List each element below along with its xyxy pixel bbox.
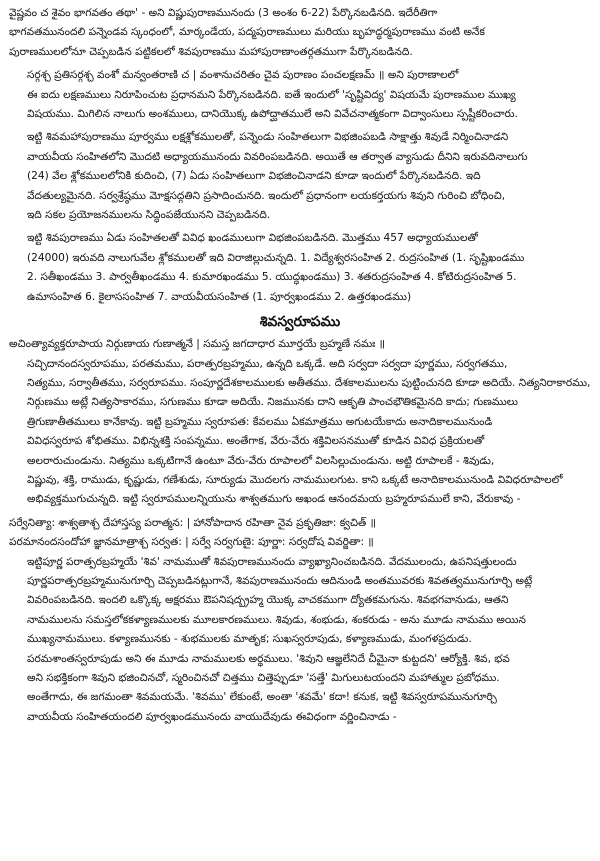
text-line: నామములను సమస్తలోకకళ్యాణములకు మూలకారణములు. శివుడు, శంభుడు, శంకరుడు - అను మూడు నామము అయిన: [27, 613, 526, 626]
text-line: అంతేగాదు, ఈ జగమంతా శివమయమే. 'శివము' లేకుంటే, అంతా 'శవమే' కదా! కనుక, ఇట్టి శివస్వరూపమునుగూర్చి: [27, 691, 497, 704]
text-line: ఇట్టిపూర్ణ పరాత్పరబ్రహ్మయే 'శివ' నామముతో శివపురాణమునందు వ్యాఖ్యానించబడినది. వేదములందు, ఉపనిషత్తులందు: [27, 555, 517, 568]
text-line: (24) వేల శ్లోకములలోనికి కుదించి, (7) ఏడు సంహితలుగా విభజించినాడని కూడా ఇందులో పేర్కొనబడినది. ఇది: [27, 170, 481, 183]
shiva-svarupa-paragraph: [9, 355, 591, 510]
samhita-list-paragraph: [9, 229, 591, 307]
text-line: అలరారుచుండును. నిత్యము ఒక్కటిగానే ఉంటూ వేరు-వేరు రూపాలలో విలసిల్లుచుండును. అట్టి రూపాలకే - శివుడు,: [27, 454, 495, 467]
text-line: వాయవీయ సంహితలోని మొదటి అధ్యాయమునందు వివరింపబడినది. అయితే ఆ తర్వాత వ్యాసుడు దీనిని ఇరువదినాలుగు: [27, 150, 528, 163]
text-line: ఇట్టి శివమహాపురాణము పూర్వము లక్షశ్లోకములతో, పన్నెండు సంహితలుగా విభజింపబడి సాక్షాత్తు శివుడే నిర్మించినాడని: [27, 131, 509, 144]
text-line: (24000) ఇరువది నాలుగువేల శ్లోకములతో ఇది విరాజిల్లుచున్నది. 1. విద్యేశ్వరసంహిత 2. రుద్రసంహిత (1. సృష్టిఖండము: [27, 251, 525, 264]
text-line: ముఖ్యనామములు. కళ్యాణమునకు - శుభములకు మాతృక; సుఖస్వరూపుడు, కళ్యాణముడు, మంగళప్రదుడు.: [27, 633, 472, 646]
text-line: విషయము. మిగిలిన నాలుగు అంశములు, దానియొక్క ఉపోద్ఘాతములే అని వివేచనాత్మకంగా విద్వాంసులు స్పష్టీకరించారు.: [27, 108, 518, 121]
text-line: విష్ణువు, శక్తి, రాముడు, కృష్ణుడు, గణేశుడు, సూర్యుడు మొదలగు నామములగుట. కాని ఒక్కటే అనాదికాలమునుండి వివిధరూపాలలో: [27, 473, 563, 486]
text-line: వివిధస్వరూప శోభితము. విభిన్నశక్తి సంపన్నము. అంతేగాక, వేరు-వేరు శక్తివిలసనముతో కూడిన వివిధ ప్రక్రియలతో: [27, 435, 485, 448]
text-line: వాయవీయ సంహితయందలి పూర్వఖండమునందు వాయుదేవుడు ఈవిధంగా వర్ణించినాడు -: [27, 710, 397, 723]
text-line: పూర్ణపరాత్పరబ్రహ్మమునుగూర్చి చెప్పబడినట్లుగానే, శివపురాణమునందు ఆదినుండి అంతమువరకు శివతత్వమునుగూర్చి అట్లే: [27, 574, 533, 587]
section-title: శివస్వరూపము: [259, 314, 341, 331]
text-line: ఇది సకల ప్రయోజనములను సిద్ధింపజేయునని చెప్పబడినది.: [27, 209, 271, 222]
text-line: వివరింపబడినది. ఇందలి ఒక్కొక్క అక్షరము ఔపనిషద్బ్రహ్మ యొక్క వాచకముగా ద్యోతకమగును. శివభగవానుడు, ఆతని: [27, 594, 509, 607]
pancha-lakshana-paragraph: [9, 66, 591, 124]
text-line: ఇట్టి శివపురాణము ఏడు సంహితలతో వివిధ ఖండములుగా విభజింపబడినది. మొత్తము 457 అధ్యాయములతో: [27, 232, 478, 245]
text-line: త్రిగుణాతీతములు కానేకావు. ఇట్టి బ్రహ్మము స్వరూపత: కేవలము ఏకమాత్రము అగుటయేకాదు అనాదికాలమునుండి: [27, 415, 493, 428]
verse-line: పరమానందసందోహా జ్ఞానమాత్రాశ్చ సర్వత: | సర్వే సర్వగుణై: పూర్ణా: సర్వదోష వివర్జితా: ॥: [9, 536, 374, 549]
text-line: వేదతుల్యమైనది. సర్వశ్రేష్ఠము మోక్షసద్గతిని ప్రసాదించునది. ఇందులో ప్రధానంగా లయకర్తయగు శివుని గురించి బోధించి,: [27, 189, 506, 202]
text-line: నిర్గుణము అట్లే నిత్యసాకారము, సగుణము కూడా అదియే. నిజమునకు దాని ఆకృతి పాంచభౌతికమైనది కాదు; గుణములు: [27, 396, 518, 409]
verse-line: సర్వేనిత్యా: శాశ్వతాశ్చ దేహాస్తస్య పరాత్మన: | హానోపాదాన రహితా నైవ ప్రకృతిజా: క్వచిత్ ॥: [9, 516, 376, 529]
text-line: పురాణములలోనూ చెప్పబడిన పట్టికలలో శివపురాణము మహాపురాణాంతర్గతముగా పేర్కొనబడినది.: [9, 45, 413, 58]
text-line: వైష్ణవం చ శైవం భాగవతం తథా' - అని విష్ణుపురాణమునందు (3 అంశం 6-22) పేర్కొనబడినది. ఇదేరీతిగా: [9, 7, 438, 19]
text-line: భాగవతమునందలి పన్నెండవ స్కంధంలో, మార్కండేయ, పద్మపురాణములు మరియు బృహద్ధర్మపురాణము వంటి అనేక: [9, 26, 485, 39]
text-line: 2. సతీఖండము 3. పార్వతీఖండము 4. కుమారఖండము 5. యుద్ధఖండము) 3. శతరుద్రసంహిత 4. కోటిరుద్రసంహిత 5.: [27, 271, 517, 284]
text-line: నిత్యము, సర్వాతీతము, సర్వరూపము. సంపూర్ణదేశకాలములకు అతీతము. దేశకాలములను పుట్టించునది కూడా అదియే. నిత్యనిరాకారము,: [27, 376, 591, 389]
shiva-purana-origin-paragraph: [9, 128, 591, 225]
shiva-nama-paragraph: [9, 553, 591, 728]
text-line: అభివ్యక్తముగుచున్నది. ఇట్టి స్వరూపములన్నియును శాశ్వతముగు అఖండ ఆనందమయ బ్రహ్మరూపములే కాని, వేరుకావు -: [27, 493, 521, 506]
intro-paragraph: [9, 4, 591, 62]
text-line: పరమశాంతస్వరూపుడు అని ఈ మూడు నామములకు అర్థములు. 'శివుని ఆజ్ఞలేనిదే చీమైనా కుట్టదని' ఆర్యోక్తి. శివ, భవ: [27, 652, 510, 665]
text-line: ఉమాసంహిత 6. కైలాససంహిత 7. వాయవీయసంహిత (1. పూర్వఖండము 2. ఉత్తరఖండము): [27, 290, 412, 303]
text-line: సచ్చిదానందస్వరూపము, పరతమము, పరాత్పరబ్రహ్మము, ఉన్నది ఒక్కడే. అది సర్వదా సర్వదా పూర్ణము, సర్వగతము,: [27, 357, 508, 370]
text-line: సర్గశ్చ ప్రతిసర్గశ్చ వంశో మన్వంతరాణి చ | వంశానుచరితం చైవ పురాణం పంచలక్షణమ్ ॥ అని పురాణాలలో: [27, 69, 459, 82]
text-line: ఈ ఐదు లక్షణములు నిరూపించుట ప్రధానమని పేర్కొనబడినది. ఐతే ఇందులో 'సృష్టివిద్య' విషయమే పురాణముల ముఖ్య: [27, 88, 516, 101]
text-line: అని సభక్తికంగా శివుని భజించినచో, స్మరించినచో చిత్తము చిత్తెప్పుడూ 'సత్తే' మిగులుటయందని మహాత్ముల ప్రబోధము.: [27, 672, 500, 684]
verse-line: అచింత్యావ్యక్తరూపాయ నిర్గుణాయ గుణాత్మనే | సమస్త జగదాధార మూర్తయే బ్రహ్మణే నమః ॥: [9, 338, 386, 351]
